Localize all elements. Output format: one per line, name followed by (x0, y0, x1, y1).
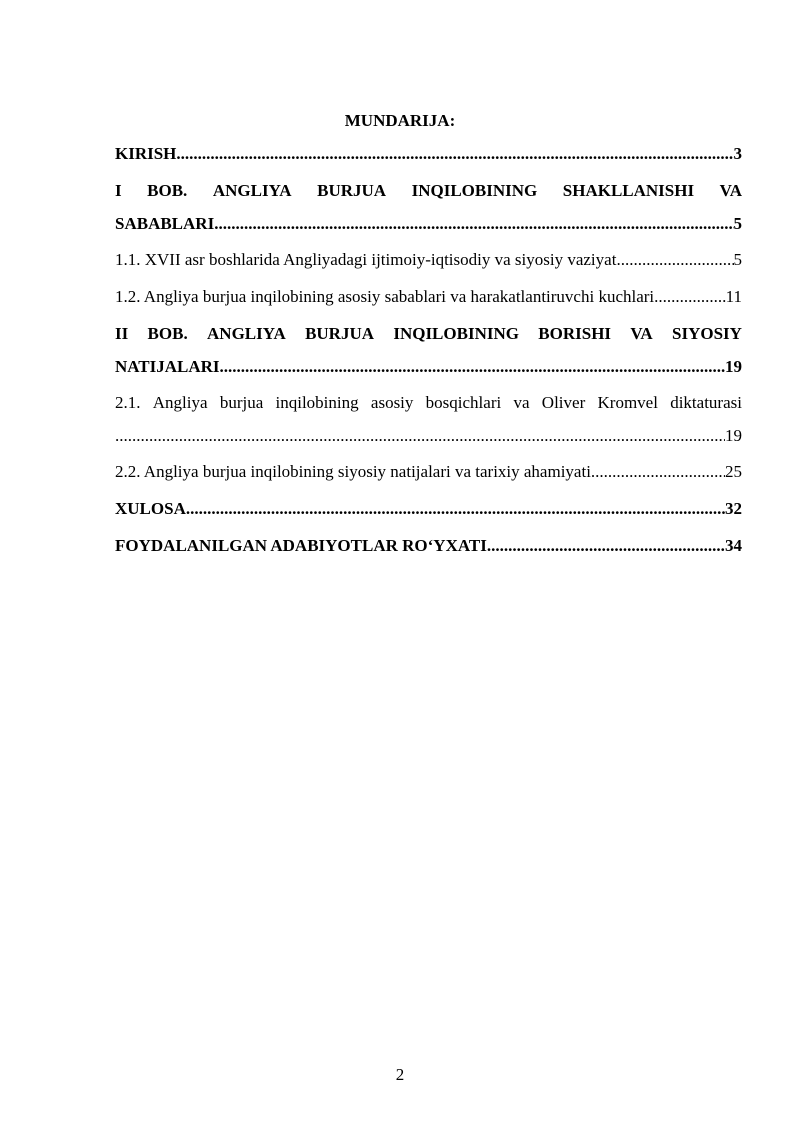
toc-word: BURJUA (317, 181, 387, 200)
toc-entry-section-1-2[interactable] (115, 286, 742, 319)
toc-entry-text: XULOSA (115, 499, 186, 518)
toc-word: burjua (219, 393, 264, 412)
toc-word: INQILOBINING (411, 181, 538, 200)
toc-word: BOB. (147, 181, 188, 200)
toc-word: BOB. (147, 324, 188, 343)
toc-entry-text: KIRISH (115, 144, 177, 163)
toc-leader-dots (176, 143, 733, 165)
toc-word: va (513, 393, 530, 412)
toc-entry-page: 32 (725, 499, 742, 518)
toc-entry-text: 1.1. XVII asr boshlarida Angliyadagi ijtimoiy-iqtisodiy va siyosiy vaziyat (115, 250, 617, 269)
toc-entry-text: FOYDALANILGAN ADABIYOTLAR RO‘YXATI (115, 536, 487, 555)
toc-entry-text: SABABLARI (115, 214, 215, 233)
toc-leader-dots (616, 249, 733, 271)
toc-leader-dots (220, 356, 725, 378)
toc-entry-xulosa[interactable] (115, 498, 742, 531)
toc-word: asosiy (370, 393, 414, 412)
toc-word: 2.1. (115, 393, 141, 412)
toc-leader-dots (658, 286, 725, 308)
toc-entry-kirish[interactable] (115, 143, 742, 176)
toc-entry-page: 19 (725, 426, 742, 445)
toc-entry-section-2-1-line2[interactable] (115, 425, 742, 458)
toc-entry-adabiyotlar[interactable] (115, 535, 742, 568)
toc-entry-text: NATIJALARI (115, 357, 220, 376)
toc-word: bosqichlari (425, 393, 502, 412)
toc-entry-section-2-2[interactable] (115, 461, 742, 494)
toc-entry-page: 34 (725, 536, 742, 555)
toc-entry-text: 2.2. Angliya burjua inqilobining siyosiy natijalari va tarixiy ahamiyati (115, 462, 591, 481)
toc-word: I (115, 181, 122, 200)
toc-word: BURJUA (305, 324, 375, 343)
toc-word: INQILOBINING (393, 324, 519, 343)
toc-word: SHAKLLANISHI (562, 181, 695, 200)
toc-leader-dots (186, 498, 725, 520)
toc-leader-dots (115, 425, 725, 447)
toc-word: diktaturasi (670, 393, 742, 412)
toc-word: ANGLIYA (212, 181, 292, 200)
toc-title: MUNDARIJA: (344, 111, 456, 130)
toc-word: BORISHI (538, 324, 612, 343)
toc-word: Oliver (541, 393, 586, 412)
toc-entry-section-2-1-line1[interactable] (115, 392, 742, 425)
toc-word: SIYOSIY (672, 324, 742, 343)
toc-entry-page: 25 (725, 462, 742, 481)
toc-entry-chapter2-line1[interactable] (115, 323, 742, 356)
toc-entry-page: 5 (733, 214, 742, 233)
toc-word: inqilobining (275, 393, 359, 412)
toc-entry-page: 11 (725, 287, 742, 306)
toc-leader-dots (591, 461, 725, 483)
toc-word: II (115, 324, 129, 343)
toc-word: VA (719, 181, 742, 200)
toc-leader-dots (487, 535, 725, 557)
table-of-contents (115, 143, 742, 568)
toc-entry-page: 5 (733, 250, 742, 269)
toc-leader-dots (214, 213, 733, 235)
toc-word: ANGLIYA (207, 324, 286, 343)
page-number: 2 (395, 1065, 405, 1084)
toc-word: Kromvel (597, 393, 658, 412)
toc-entry-chapter1-line1[interactable] (115, 180, 742, 213)
toc-entry-text: 1.2. Angliya burjua inqilobining asosiy sabablari va harakatlantiruvchi kuchlari. (115, 287, 659, 306)
toc-entry-chapter1-line2[interactable] (115, 213, 742, 246)
toc-entry-chapter2-line2[interactable] (115, 356, 742, 389)
toc-word: VA (630, 324, 653, 343)
toc-entry-section-1-1[interactable] (115, 249, 742, 282)
toc-entry-page: 3 (733, 144, 742, 163)
toc-word: Angliya (152, 393, 208, 412)
toc-entry-page: 19 (725, 357, 742, 376)
